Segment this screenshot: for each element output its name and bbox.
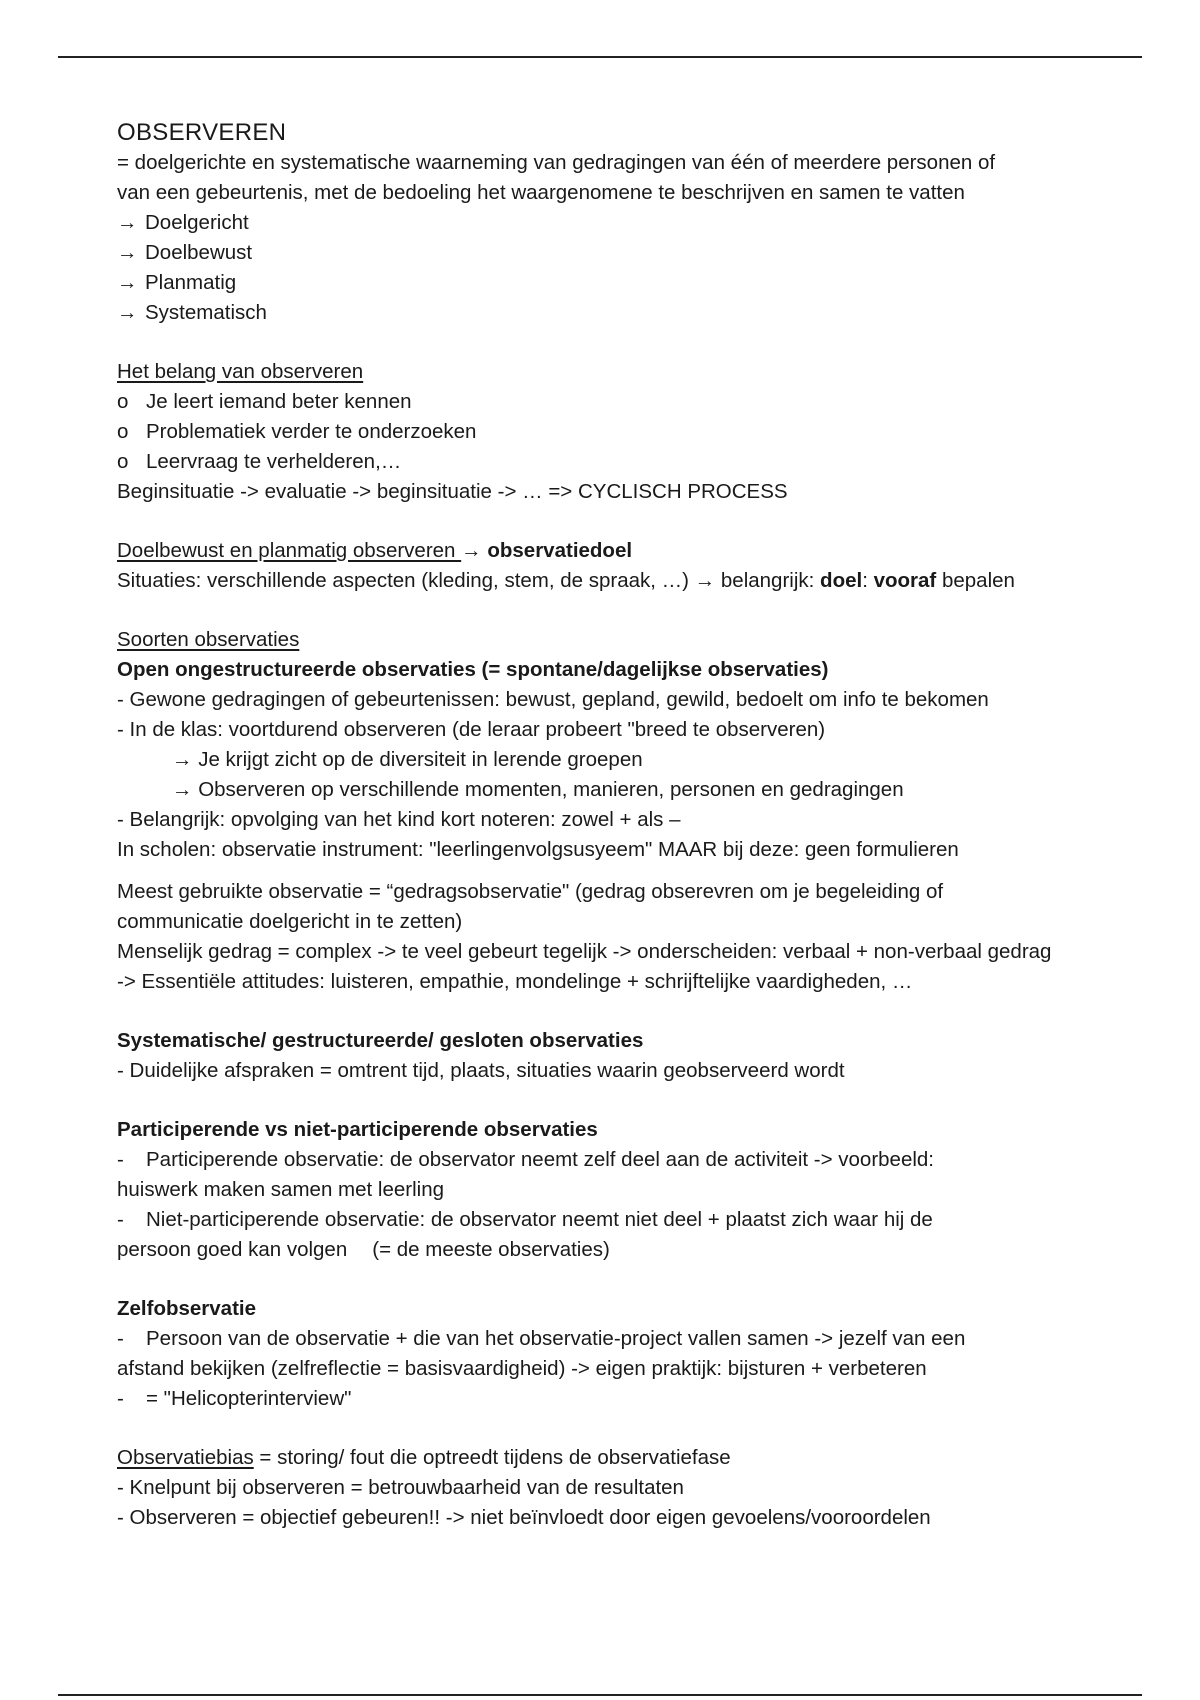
arrow-icon: → [117,241,138,264]
systematische-heading: Systematische/ gestructureerde/ gesloten observaties [117,1029,644,1052]
arrow-icon: → [117,211,138,234]
bias-item: - Observeren = objectief gebeuren!! -> niet beïnvloedt door eigen gevoelens/vooroordelen [117,1506,931,1529]
meest-line: communicatie doelgericht in te zetten) [117,910,463,933]
situaties-line: Situaties: verschillende aspecten (kleding, stem, de spraak, …) → belangrijk: doel: vooraf bepalen [117,569,1015,592]
document-body [117,118,1137,1533]
bias-line: Observatiebias = storing/ fout die optreedt tijdens de observatiefase [117,1446,731,1469]
participerende-line: persoon goed kan volgen (= de meeste observaties) [117,1238,610,1261]
bullet-icon: o [117,450,129,473]
arrow-item: → Planmatig [117,268,1137,298]
arrow-icon: → [694,569,716,592]
bias-term: Observatiebias [117,1446,254,1469]
participerende-line: huiswerk maken samen met leerling [117,1178,444,1201]
arrow-icon: → [172,778,193,801]
arrow-item: → Doelbewust [117,238,1137,268]
zelfobservatie-heading: Zelfobservatie [117,1297,256,1320]
arrow-icon: → [117,271,138,294]
cycle-line: Beginsituatie -> evaluatie -> beginsituatie -> … => CYCLISCH PROCESS [117,480,788,503]
header-rule [58,56,1142,58]
soorten-heading: Soorten observaties [117,628,300,651]
zelfobservatie-line: afstand bekijken (zelfreflectie = basisvaardigheid) -> eigen praktijk: bijsturen + verbeteren [117,1357,927,1380]
participerende-line: - Niet-participerende observatie: de observator neemt niet deel + plaatst zich waar hij de [117,1208,933,1231]
arrow-item: → Systematisch [117,298,1137,328]
list-item: o Leervraag te verhelderen,… [117,447,1137,477]
participerende-heading: Participerende vs niet-participerende observaties [117,1118,598,1141]
open-line: - Belangrijk: opvolging van het kind kort noteren: zowel + als – [117,808,681,831]
zelfobservatie-line: - = "Helicopterinterview" [117,1387,352,1410]
bias-item: - Knelpunt bij observeren = betrouwbaarheid van de resultaten [117,1476,684,1499]
arrow-icon: → [117,301,138,324]
page-title: OBSERVEREN [117,119,287,146]
arrow-icon: → [461,539,482,562]
meest-line: -> Essentiële attitudes: luisteren, empathie, mondelinge + schrijftelijke vaardigheden, … [117,970,913,993]
definition-line-2: van een gebeurtenis, met de bedoeling het waargenomene te beschrijven en samen te vatten [117,181,965,204]
sub-arrow-item: → Je krijgt zicht op de diversiteit in lerende groepen [172,748,643,771]
footer-rule [58,1694,1142,1696]
systematische-line: - Duidelijke afspraken = omtrent tijd, plaats, situaties waarin geobserveerd wordt [117,1059,845,1082]
meest-line: Menselijk gedrag = complex -> te veel gebeurt tegelijk -> onderscheiden: verbaal + non-verbaal gedrag [117,940,1052,963]
list-item: o Problematiek verder te onderzoeken [117,417,1137,447]
bullet-icon: o [117,420,129,443]
definition-line-1: = doelgerichte en systematische waarneming van gedragingen van één of meerdere personen of [117,151,996,174]
open-line: In scholen: observatie instrument: "leerlingenvolgsusyeem" MAAR bij deze: geen formulieren [117,838,959,861]
doelbewust-heading: Doelbewust en planmatig observeren → observatiedoel [117,539,633,562]
arrow-item: → Doelgericht [117,208,1137,238]
belang-heading: Het belang van observeren [117,360,364,383]
arrow-icon: → [172,748,193,771]
zelfobservatie-line: - Persoon van de observatie + die van het observatie-project vallen samen -> jezelf van een [117,1327,966,1350]
open-heading: Open ongestructureerde observaties (= spontane/dagelijkse observaties) [117,658,829,681]
participerende-line: - Participerende observatie: de observator neemt zelf deel aan de activiteit -> voorbeeld: [117,1148,934,1171]
sub-arrow-item: → Observeren op verschillende momenten, manieren, personen en gedragingen [172,778,904,801]
open-line: - Gewone gedragingen of gebeurtenissen: bewust, gepland, gewild, bedoelt om info te bekomen [117,688,989,711]
meest-line: Meest gebruikte observatie = “gedragsobservatie" (gedrag obserevren om je begeleiding of [117,880,944,903]
list-item: o Je leert iemand beter kennen [117,387,1137,417]
open-line: - In de klas: voortdurend observeren (de leraar probeert "breed te observeren) [117,718,826,741]
bullet-icon: o [117,390,129,413]
